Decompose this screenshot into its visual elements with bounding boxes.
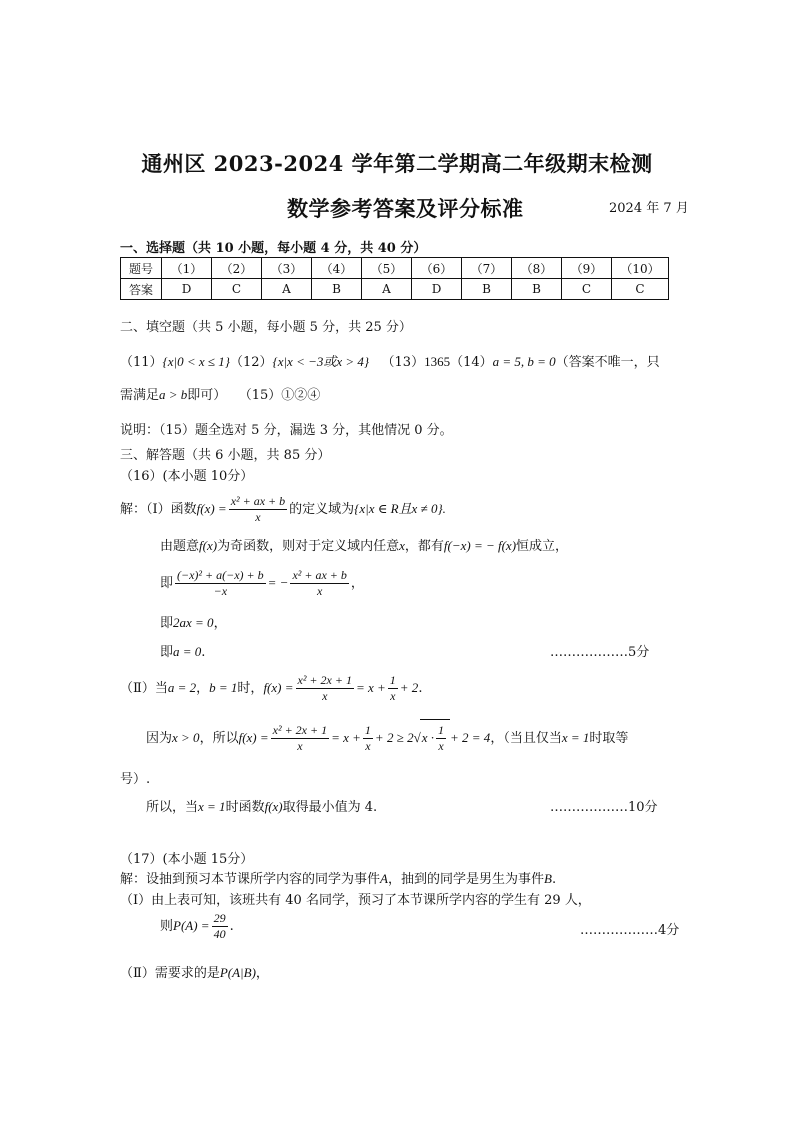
fraction [363, 723, 373, 754]
table-cell: （1） [162, 258, 212, 279]
fill-note: 说明：（15）题全选对 5 分，漏选 3 分，其他情况 0 分。 [120, 423, 453, 438]
table-cell: （4） [312, 258, 362, 279]
text: ， [350, 576, 364, 591]
table-cell: （3） [262, 258, 312, 279]
text: 所以，当 [146, 800, 199, 815]
math: f(x) = [238, 730, 269, 745]
math: B [543, 871, 552, 886]
math: + 2 [399, 680, 419, 695]
fill-answers-line1 [120, 351, 660, 370]
q16-step-2ax [160, 612, 227, 631]
math: f(x) = [263, 680, 294, 695]
text: ， [213, 616, 227, 631]
q17-header: （17）(本小题 15分） [120, 852, 254, 867]
page-title: 通州区 2023-2024 学年第二学期高二年级期末检测 [141, 151, 653, 176]
math: + 2 = 4 [450, 730, 491, 745]
math: P(A) = [173, 918, 210, 933]
table-cell: （2） [212, 258, 262, 279]
text: ，都有 [404, 539, 444, 554]
table-cell: C [612, 279, 669, 300]
math: f(x) = [196, 501, 227, 516]
denominator: 40 [213, 927, 226, 941]
q17-part2 [120, 962, 269, 981]
text: 即 [160, 576, 174, 591]
q15-answer: ①②④ [281, 388, 321, 403]
text: 的定义域为 [289, 502, 355, 517]
math: = − [267, 575, 289, 590]
text: 为奇函数，则对于定义域内任意 [217, 539, 400, 554]
table-row-answers [121, 279, 669, 300]
q17-score1: ………………4分 [580, 923, 680, 938]
text: 因为 [146, 731, 173, 746]
table-cell: （10） [612, 258, 669, 279]
numerator: 1 [364, 723, 371, 737]
text: 则 [160, 919, 174, 934]
math: a = 0 [173, 644, 202, 659]
q13-label: （13） [381, 355, 425, 370]
numerator: x² + ax + b [292, 568, 347, 582]
table-row-questions [121, 258, 669, 279]
denominator: −x [213, 584, 228, 598]
q17-intro [120, 868, 556, 887]
row-label-answer: 答案 [121, 279, 162, 300]
q14-note3: 即可） [187, 388, 227, 403]
row-label-question: 题号 [121, 258, 162, 279]
table-cell: A [362, 279, 412, 300]
math: x = 1 [561, 730, 590, 745]
q16-equation-line [160, 565, 364, 602]
fraction [175, 568, 266, 599]
q16-score1: ………………5分 [550, 645, 650, 660]
denominator: x [438, 739, 444, 753]
table-cell: （8） [512, 258, 562, 279]
q11-answer: {x|0 < x ≤ 1} [162, 354, 230, 369]
text: 恒成立， [516, 539, 569, 554]
sqrt-sign: √ [413, 730, 421, 745]
q14-note2: 需满足 [120, 388, 160, 403]
q12-answer: {x|x < −3或x > 4} [272, 354, 370, 369]
text: 解：（Ⅰ）函数 [120, 502, 197, 517]
document-date: 2024 年 7 月 [609, 201, 689, 216]
text: 时， [237, 681, 264, 696]
answer-table [120, 257, 669, 300]
denominator: x [322, 689, 328, 703]
q16-inequality-cont: 号）. [120, 772, 151, 787]
denominator: x [365, 739, 371, 753]
q16-score2: ………………10分 [550, 800, 658, 815]
text: 时函数 [225, 800, 265, 815]
math: f(x) [199, 538, 218, 553]
numerator: (−x)² + a(−x) + b [177, 568, 264, 582]
table-cell: B [312, 279, 362, 300]
section2-heading: 二、填空题（共 5 小题，每小题 5 分，共 25 分） [120, 320, 412, 335]
table-cell: C [562, 279, 612, 300]
fraction [296, 673, 354, 704]
fraction [212, 911, 228, 942]
math: f(−x) = − f(x) [443, 538, 517, 553]
math: x = 1 [198, 799, 226, 814]
table-cell: C [212, 279, 262, 300]
q16-inequality-line [146, 719, 628, 757]
table-cell: A [262, 279, 312, 300]
text: . [201, 645, 206, 660]
text: . [229, 919, 234, 934]
denominator: x [255, 510, 261, 524]
q12-label: （12） [229, 355, 273, 370]
text: ， [196, 681, 210, 696]
q17-probability-line [160, 908, 234, 945]
sqrt-body [420, 719, 450, 757]
fill-answers-line2 [120, 384, 320, 403]
section1-heading: 一、选择题（共 10 小题，每小题 4 分，共 40 分） [120, 241, 427, 256]
q11-label: （11） [120, 355, 163, 370]
math: = x + [331, 730, 361, 745]
text: （Ⅱ）需要求的是 [120, 966, 220, 981]
text: 取得最小值为 4. [282, 800, 378, 815]
q15-label: （15） [238, 388, 282, 403]
q13-answer: 1365 [424, 354, 451, 369]
denominator: x [297, 739, 303, 753]
text: . [551, 872, 557, 887]
math: A [380, 871, 388, 886]
numerator: x² + 2x + 1 [297, 673, 352, 687]
fraction [388, 673, 398, 704]
denominator: x [317, 584, 323, 598]
q14-note: （答案不唯一，只 [555, 355, 660, 370]
table-cell: （5） [362, 258, 412, 279]
table-cell: B [462, 279, 512, 300]
table-cell: D [162, 279, 212, 300]
math: x > 0 [172, 730, 200, 745]
q14-answer: a = 5, b = 0 [492, 354, 556, 369]
math: = x + [355, 680, 386, 695]
q16-conclusion [146, 796, 377, 815]
text: 解：设抽到预习本节课所学内容的同学为事件 [120, 872, 381, 887]
q16-part2-line [120, 670, 422, 707]
q16-header: （16）(本小题 10分） [120, 469, 254, 484]
page-subtitle: 数学参考答案及评分标准 [287, 196, 524, 221]
text: ，抽到的同学是男生为事件 [387, 872, 544, 887]
text: 即 [160, 616, 174, 631]
text: ，所以 [199, 731, 239, 746]
numerator: 1 [389, 673, 396, 687]
section3-heading: 三、解答题（共 6 小题，共 85 分） [120, 448, 331, 463]
q16-odd-function-line [160, 535, 568, 554]
text: ，（当且仅当 [490, 731, 562, 746]
fraction [271, 723, 329, 754]
q14-label: （14） [450, 355, 493, 370]
numerator: x² + 2x + 1 [272, 723, 328, 737]
fraction [290, 568, 348, 599]
text: 时取等 [589, 731, 629, 746]
math: f(x) [264, 799, 283, 814]
fraction [436, 723, 446, 754]
math: + 2 ≥ 2 [374, 730, 414, 745]
table-cell: （6） [412, 258, 462, 279]
math: x · [421, 730, 435, 745]
q16-step-a0 [160, 641, 205, 660]
q14-condition: a > b [159, 387, 188, 402]
math: a = 2 [167, 680, 197, 695]
math: b = 1 [209, 680, 238, 695]
text: 即 [160, 645, 174, 660]
table-cell: D [412, 279, 462, 300]
numerator: 29 [213, 911, 226, 925]
numerator: x² + ax + b [230, 494, 286, 508]
q16-part1-line [120, 491, 446, 528]
q17-part1: （Ⅰ）由上表可知，该班共有 40 名同学，预习了本节课所学内容的学生有 29 人， [120, 893, 591, 908]
table-cell: （9） [562, 258, 612, 279]
math: 2ax = 0 [173, 615, 214, 630]
text: （Ⅱ）当 [120, 681, 168, 696]
text: . [418, 681, 423, 696]
denominator: x [390, 689, 396, 703]
table-cell: （7） [462, 258, 512, 279]
numerator: 1 [438, 723, 445, 737]
fraction [229, 494, 287, 525]
text: ， [255, 966, 269, 981]
math: P(A|B) [219, 965, 256, 980]
math: x [399, 538, 405, 553]
math: {x|x ∈ R且x ≠ 0}. [354, 501, 446, 516]
table-cell: B [512, 279, 562, 300]
text: 由题意 [160, 539, 200, 554]
